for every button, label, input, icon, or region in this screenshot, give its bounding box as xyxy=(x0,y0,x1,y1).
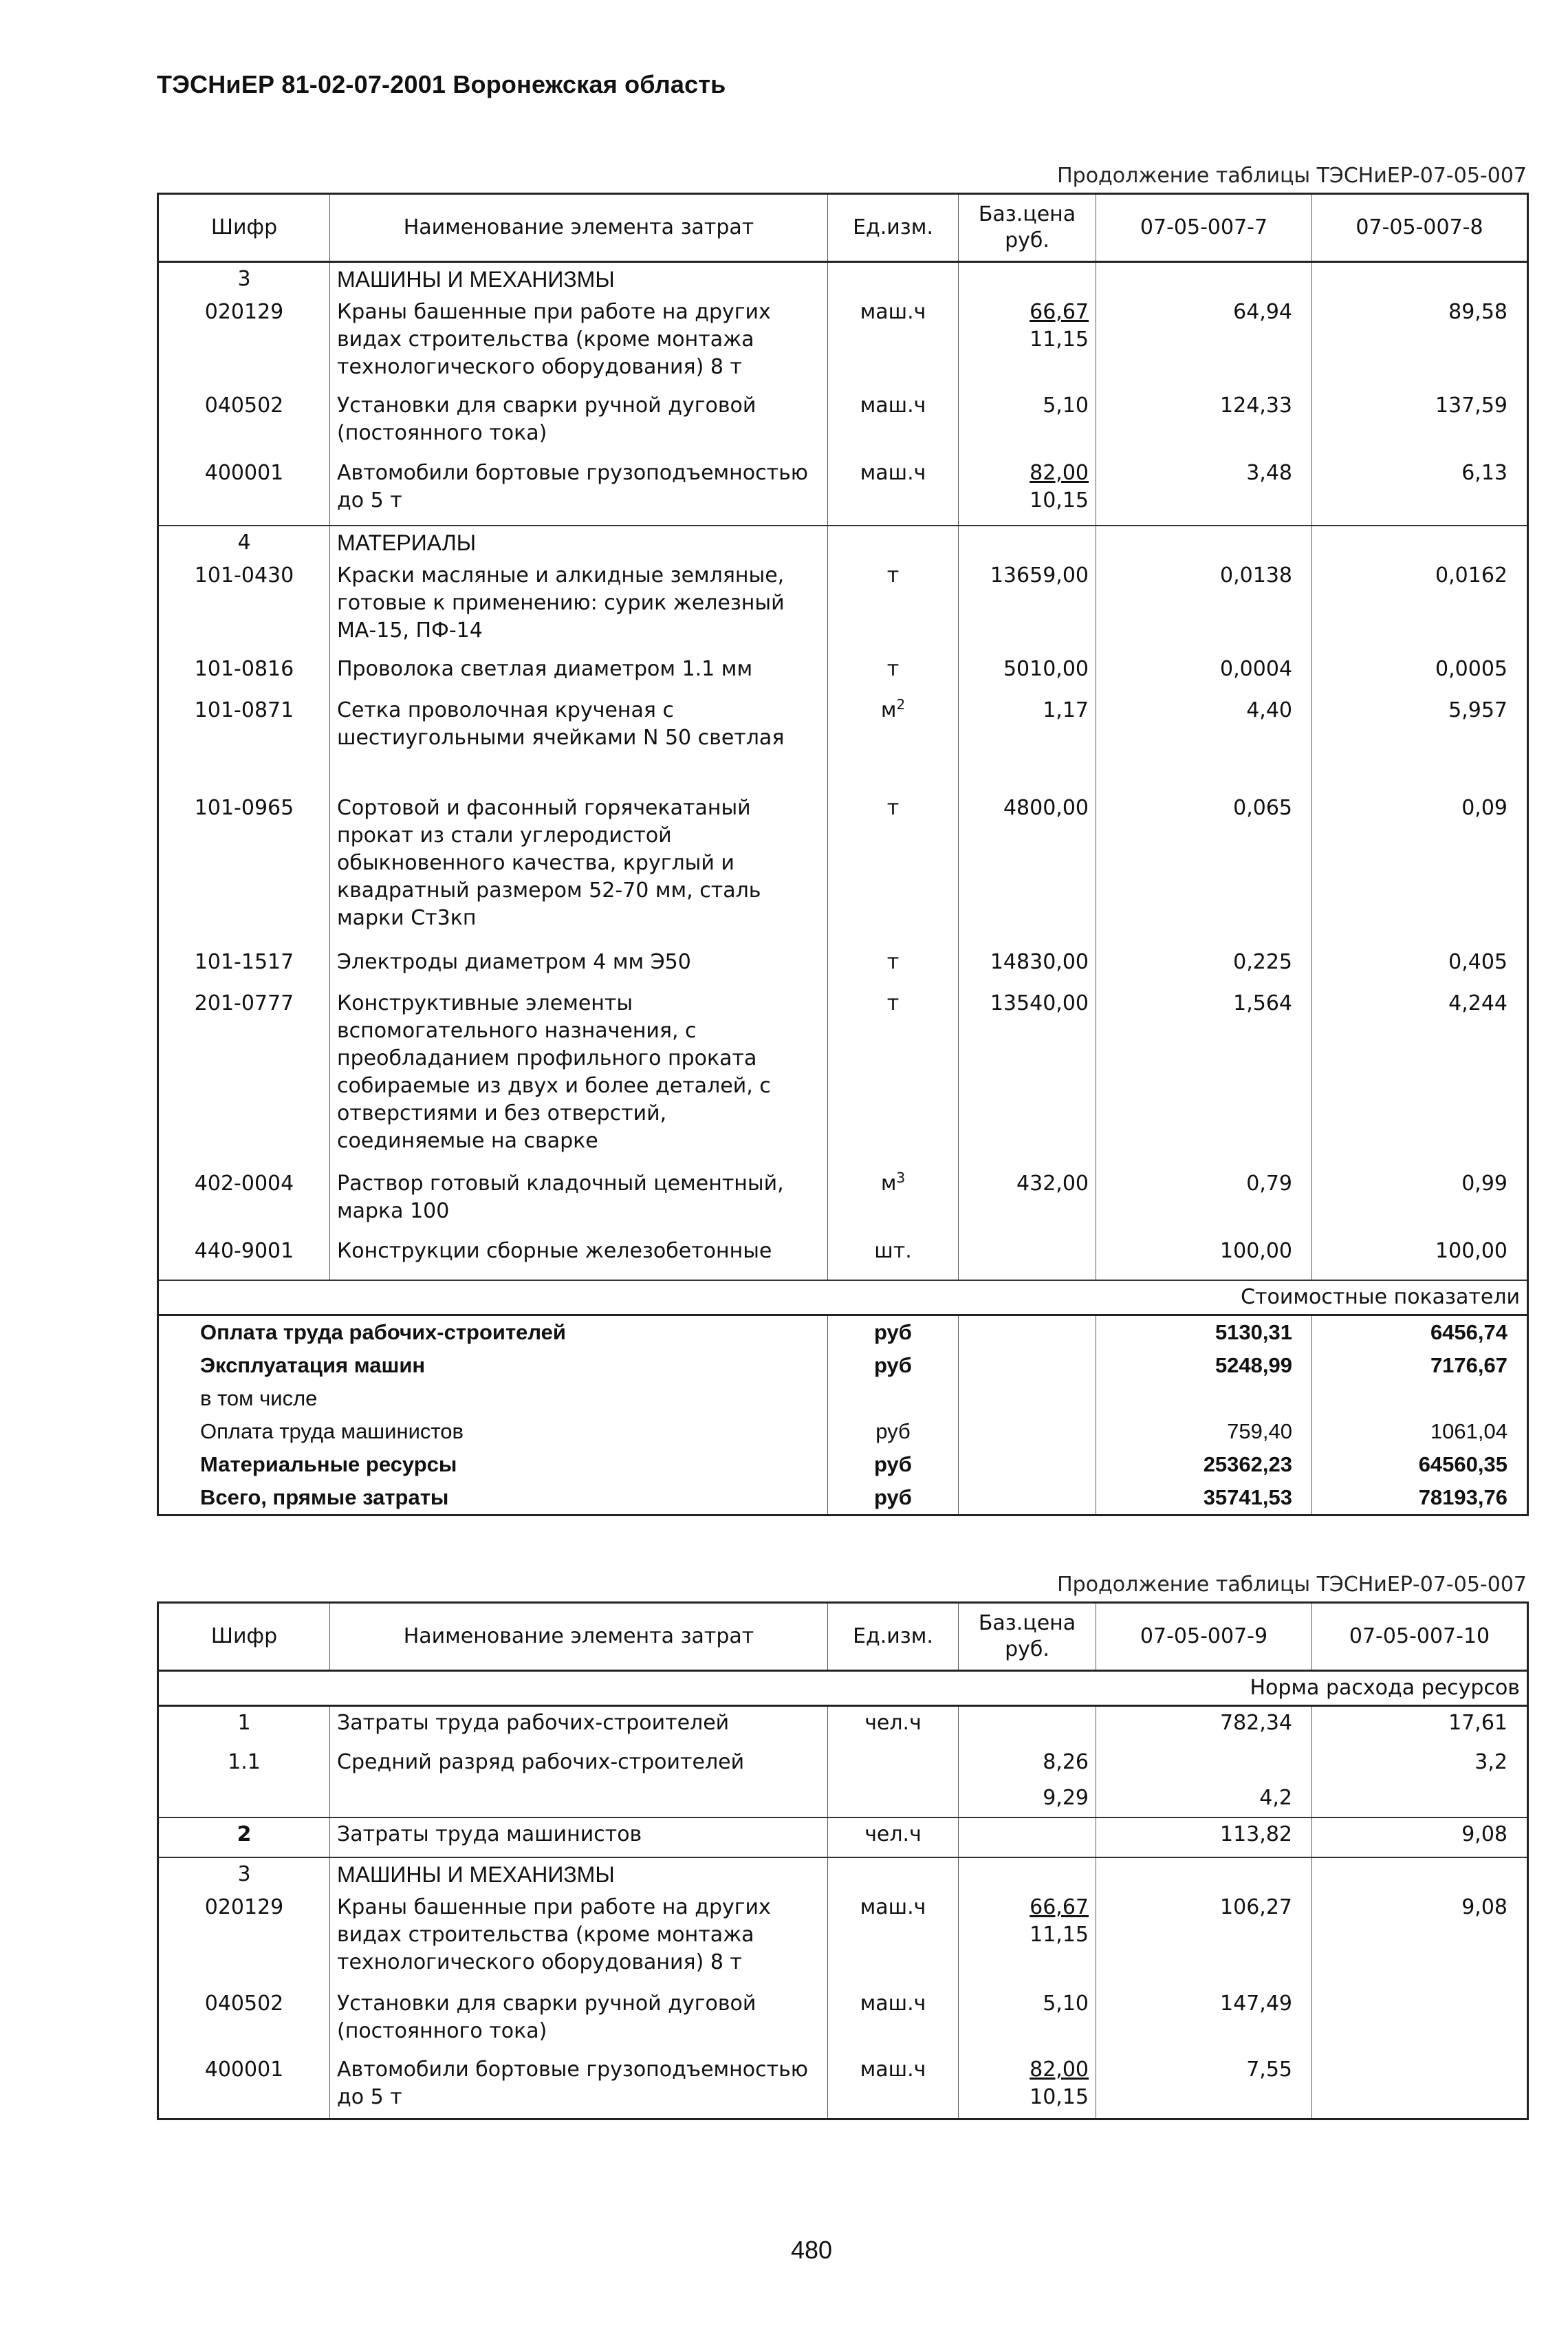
summary-label: в том числе xyxy=(200,1386,318,1410)
section-row-machines xyxy=(158,1857,1528,1891)
table-row xyxy=(158,1782,1528,1817)
row-value-b: 3,2 xyxy=(1312,1746,1528,1782)
section-title: МАШИНЫ И МЕХАНИЗМЫ xyxy=(330,1857,828,1891)
row-name xyxy=(330,1782,828,1817)
row-name: Сетка проволочная крученая с шестиугольными ячейками N 50 светлая xyxy=(330,694,828,792)
row-unit: маш.ч xyxy=(828,2053,959,2119)
price-value: 82,00 xyxy=(1030,461,1089,485)
row-unit: т xyxy=(828,987,959,1167)
row-unit: т xyxy=(828,653,959,694)
table-row xyxy=(158,559,1528,653)
table1-continuation-note: Продолжение таблицы ТЭСНиЕР-07-05-007 xyxy=(1057,164,1527,188)
row-price xyxy=(959,1706,1096,1746)
row-code: 1 xyxy=(158,1706,330,1746)
summary-row xyxy=(158,1415,1528,1448)
row-price: 13540,00 xyxy=(959,987,1096,1167)
price-wage-value: 11,15 xyxy=(1030,327,1089,352)
summary-unit: руб xyxy=(828,1481,959,1515)
row-value-a: 64,94 xyxy=(1096,296,1312,389)
row-unit: маш.ч xyxy=(828,457,959,526)
row-name: Затраты труда машинистов xyxy=(330,1817,828,1857)
summary-row xyxy=(158,1448,1528,1481)
row-unit: чел.ч xyxy=(828,1706,959,1746)
row-value-a: 7,55 xyxy=(1096,2053,1312,2119)
row-value-a: 0,225 xyxy=(1096,946,1312,987)
row-value-b xyxy=(1312,1987,1528,2053)
table1-header-row xyxy=(158,194,1528,262)
row-code: 040502 xyxy=(158,1987,330,2053)
row-price: 5010,00 xyxy=(959,653,1096,694)
row-price: 13659,00 xyxy=(959,559,1096,653)
row-value-b: 100,00 xyxy=(1312,1235,1528,1280)
unit-exponent: 3 xyxy=(896,1169,906,1186)
section-title: МАШИНЫ И МЕХАНИЗМЫ xyxy=(330,262,828,296)
price-value: 66,67 xyxy=(1030,1895,1089,1919)
header-name: Наименование элемента затрат xyxy=(330,1603,828,1671)
summary-label: Эксплуатация машин xyxy=(200,1353,426,1377)
header-col-b: 07-05-007-8 xyxy=(1312,194,1528,262)
row-value-a: 4,40 xyxy=(1096,694,1312,792)
row-price xyxy=(959,1235,1096,1280)
row-value-a: 100,00 xyxy=(1096,1235,1312,1280)
summary-unit: руб xyxy=(828,1415,959,1448)
header-price-line2: руб. xyxy=(1005,228,1049,252)
row-value-a: 0,0138 xyxy=(1096,559,1312,653)
header-col-a: 07-05-007-9 xyxy=(1096,1603,1312,1671)
table-row xyxy=(158,296,1528,389)
row-unit: маш.ч xyxy=(828,1987,959,2053)
summary-value-b: 78193,76 xyxy=(1312,1481,1528,1515)
summary-value-a: 5130,31 xyxy=(1096,1315,1312,1350)
row-unit: маш.ч xyxy=(828,296,959,389)
summary-row xyxy=(158,1481,1528,1515)
section-code: 3 xyxy=(158,1857,330,1891)
row-name: Средний разряд рабочих-строителей xyxy=(330,1746,828,1782)
row-value-b: 0,99 xyxy=(1312,1167,1528,1235)
row-value-a xyxy=(1096,1746,1312,1782)
row-price xyxy=(959,296,1096,389)
table-row xyxy=(158,946,1528,987)
header-code: Шифр xyxy=(158,194,330,262)
row-value-a: 4,2 xyxy=(1096,1782,1312,1817)
summary-value-a: 35741,53 xyxy=(1096,1481,1312,1515)
section-row-materials xyxy=(158,526,1528,559)
table-row xyxy=(158,653,1528,694)
section-code: 3 xyxy=(158,262,330,296)
row-code: 101-0816 xyxy=(158,653,330,694)
row-price: 1,17 xyxy=(959,694,1096,792)
row-code: 040502 xyxy=(158,389,330,457)
header-unit: Ед.изм. xyxy=(828,1603,959,1671)
row-name: Автомобили бортовые грузоподъемностью до 5 т xyxy=(330,2053,828,2119)
row-price: 8,26 xyxy=(959,1746,1096,1782)
unit-exponent: 2 xyxy=(896,696,906,713)
row-value-a: 782,34 xyxy=(1096,1706,1312,1746)
row-price: 5,10 xyxy=(959,389,1096,457)
summary-row xyxy=(158,1382,1528,1415)
resource-norm-label: Норма расхода ресурсов xyxy=(158,1671,1528,1706)
row-code xyxy=(158,1782,330,1817)
row-value-a: 0,065 xyxy=(1096,792,1312,946)
row-code: 101-0965 xyxy=(158,792,330,946)
row-code: 400001 xyxy=(158,2053,330,2119)
row-code: 101-0871 xyxy=(158,694,330,792)
cost-indicators-label: Стоимостные показатели xyxy=(158,1280,1528,1315)
row-value-a: 0,79 xyxy=(1096,1167,1312,1235)
page-number: 480 xyxy=(790,2236,833,2264)
row-value-a: 113,82 xyxy=(1096,1817,1312,1857)
price-wage-value: 10,15 xyxy=(1030,488,1089,513)
summary-value-b: 6456,74 xyxy=(1312,1315,1528,1350)
row-unit xyxy=(828,1782,959,1817)
row-name: Сортовой и фасонный горячекатаный прокат из стали углеродистой обыкновенного качества, круглый и квадратный размером 52-70 мм, сталь марки Ст3кп xyxy=(330,792,828,946)
row-value-b: 9,08 xyxy=(1312,1891,1528,1987)
summary-unit xyxy=(828,1382,959,1415)
summary-value-a: 5248,99 xyxy=(1096,1349,1312,1382)
row-code: 400001 xyxy=(158,457,330,526)
summary-unit: руб xyxy=(828,1315,959,1350)
price-value: 82,00 xyxy=(1030,2057,1089,2082)
row-code: 2 xyxy=(158,1817,330,1857)
table2-header-row xyxy=(158,1603,1528,1671)
row-name: Краски масляные и алкидные земляные, готовые к применению: сурик железный МА-15, ПФ-14 xyxy=(330,559,828,653)
section-title: МАТЕРИАЛЫ xyxy=(330,526,828,559)
header-price-line1: Баз.цена xyxy=(978,1611,1076,1635)
row-code: 020129 xyxy=(158,1891,330,1987)
row-price xyxy=(959,1891,1096,1987)
row-value-b: 4,244 xyxy=(1312,987,1528,1167)
header-code: Шифр xyxy=(158,1603,330,1671)
table-row xyxy=(158,1817,1528,1857)
table-row xyxy=(158,2053,1528,2119)
row-code: 020129 xyxy=(158,296,330,389)
row-unit: маш.ч xyxy=(828,1891,959,1987)
row-name: Проволока светлая диаметром 1.1 мм xyxy=(330,653,828,694)
table-row xyxy=(158,987,1528,1167)
summary-label: Материальные ресурсы xyxy=(200,1452,457,1476)
summary-value-b xyxy=(1312,1382,1528,1415)
row-name: Конструкции сборные железобетонные xyxy=(330,1235,828,1280)
row-unit xyxy=(828,694,959,792)
price-wage-value: 10,15 xyxy=(1030,2084,1089,2109)
summary-value-b: 64560,35 xyxy=(1312,1448,1528,1481)
summary-value-a: 759,40 xyxy=(1096,1415,1312,1448)
summary-label: Всего, прямые затраты xyxy=(200,1485,449,1509)
table2-continuation-note: Продолжение таблицы ТЭСНиЕР-07-05-007 xyxy=(1057,1573,1527,1597)
row-price: 432,00 xyxy=(959,1167,1096,1235)
document-title: ТЭСНиЕР 81-02-07-2001 Воронежская область xyxy=(157,70,726,98)
table-row xyxy=(158,389,1528,457)
header-col-a: 07-05-007-7 xyxy=(1096,194,1312,262)
row-value-a: 3,48 xyxy=(1096,457,1312,526)
row-name: Затраты труда рабочих-строителей xyxy=(330,1706,828,1746)
unit-text: м xyxy=(880,698,897,722)
row-name: Автомобили бортовые грузоподъемностью до 5 т xyxy=(330,457,828,526)
row-value-b: 0,0162 xyxy=(1312,559,1528,653)
row-value-a: 106,27 xyxy=(1096,1891,1312,1987)
row-value-b: 6,13 xyxy=(1312,457,1528,526)
table-row xyxy=(158,1706,1528,1746)
row-code: 101-1517 xyxy=(158,946,330,987)
row-value-a: 124,33 xyxy=(1096,389,1312,457)
row-unit: т xyxy=(828,792,959,946)
row-unit: маш.ч xyxy=(828,389,959,457)
table-row xyxy=(158,1167,1528,1235)
row-unit xyxy=(828,1746,959,1782)
summary-unit: руб xyxy=(828,1448,959,1481)
row-value-b: 0,405 xyxy=(1312,946,1528,987)
summary-value-a xyxy=(1096,1382,1312,1415)
table-row xyxy=(158,694,1528,792)
row-value-a: 147,49 xyxy=(1096,1987,1312,2053)
row-code: 402-0004 xyxy=(158,1167,330,1235)
row-value-b: 0,09 xyxy=(1312,792,1528,946)
row-price xyxy=(959,457,1096,526)
row-value-b: 9,08 xyxy=(1312,1817,1528,1857)
header-unit: Ед.изм. xyxy=(828,194,959,262)
row-price: 14830,00 xyxy=(959,946,1096,987)
summary-value-a: 25362,23 xyxy=(1096,1448,1312,1481)
resource-table-2 xyxy=(157,1601,1529,2120)
summary-label: Оплата труда рабочих-строителей xyxy=(200,1320,566,1344)
summary-value-b: 7176,67 xyxy=(1312,1349,1528,1382)
summary-label: Оплата труда машинистов xyxy=(200,1419,464,1443)
row-name: Электроды диаметром 4 мм Э50 xyxy=(330,946,828,987)
cost-indicators-band xyxy=(158,1280,1528,1315)
row-code: 1.1 xyxy=(158,1746,330,1782)
header-price-line2: руб. xyxy=(1005,1637,1049,1661)
row-unit: чел.ч xyxy=(828,1817,959,1857)
header-price xyxy=(959,194,1096,262)
table-row xyxy=(158,792,1528,946)
row-code: 201-0777 xyxy=(158,987,330,1167)
row-unit: т xyxy=(828,946,959,987)
row-name: Раствор готовый кладочный цементный, марка 100 xyxy=(330,1167,828,1235)
summary-unit: руб xyxy=(828,1349,959,1382)
resource-norm-band xyxy=(158,1671,1528,1706)
row-price xyxy=(959,2053,1096,2119)
resource-table-1 xyxy=(157,193,1529,1516)
row-code: 101-0430 xyxy=(158,559,330,653)
summary-value-b: 1061,04 xyxy=(1312,1415,1528,1448)
table-row xyxy=(158,1746,1528,1782)
row-value-b: 137,59 xyxy=(1312,389,1528,457)
row-unit: шт. xyxy=(828,1235,959,1280)
header-price xyxy=(959,1603,1096,1671)
row-value-b xyxy=(1312,1782,1528,1817)
summary-row xyxy=(158,1315,1528,1350)
table-row xyxy=(158,1891,1528,1987)
row-value-b: 17,61 xyxy=(1312,1706,1528,1746)
price-value: 66,67 xyxy=(1030,300,1089,324)
row-value-b: 5,957 xyxy=(1312,694,1528,792)
table-row xyxy=(158,457,1528,526)
row-price: 4800,00 xyxy=(959,792,1096,946)
header-col-b: 07-05-007-10 xyxy=(1312,1603,1528,1671)
row-unit: т xyxy=(828,559,959,653)
row-value-a: 1,564 xyxy=(1096,987,1312,1167)
summary-row xyxy=(158,1349,1528,1382)
row-value-b xyxy=(1312,2053,1528,2119)
row-name: Краны башенные при работе на других видах строительства (кроме монтажа технологического оборудования) 8 т xyxy=(330,296,828,389)
row-value-a: 0,0004 xyxy=(1096,653,1312,694)
unit-text: м xyxy=(880,1172,897,1196)
row-value-b: 0,0005 xyxy=(1312,653,1528,694)
row-unit xyxy=(828,1167,959,1235)
section-row-machines xyxy=(158,262,1528,296)
row-value-b: 89,58 xyxy=(1312,296,1528,389)
row-name: Краны башенные при работе на других видах строительства (кроме монтажа технологического оборудования) 8 т xyxy=(330,1891,828,1987)
section-code: 4 xyxy=(158,526,330,559)
table-row xyxy=(158,1235,1528,1280)
header-name: Наименование элемента затрат xyxy=(330,194,828,262)
row-name: Конструктивные элементы вспомогательного назначения, с преобладанием профильного проката собираемые из двух и более деталей, с отверстиями и без отверстий, соединяемые на сварке xyxy=(330,987,828,1167)
row-name: Установки для сварки ручной дуговой (постоянного тока) xyxy=(330,1987,828,2053)
row-name: Установки для сварки ручной дуговой (постоянного тока) xyxy=(330,389,828,457)
row-price: 9,29 xyxy=(959,1782,1096,1817)
price-wage-value: 11,15 xyxy=(1030,1922,1089,1947)
row-price: 5,10 xyxy=(959,1987,1096,2053)
row-code: 440-9001 xyxy=(158,1235,330,1280)
header-price-line1: Баз.цена xyxy=(978,202,1076,226)
table-row xyxy=(158,1987,1528,2053)
